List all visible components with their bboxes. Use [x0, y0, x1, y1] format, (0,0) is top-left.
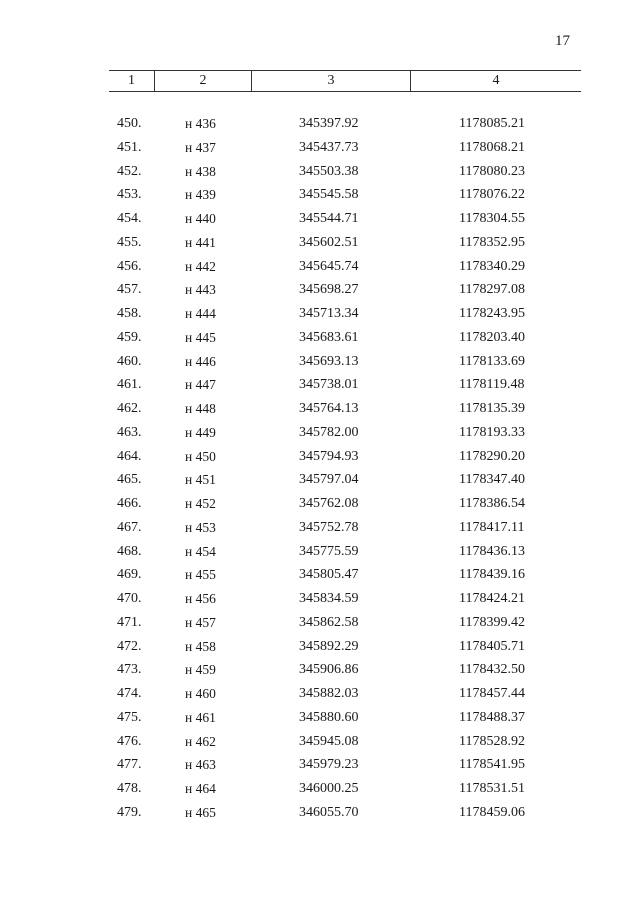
coordinate-y: 1178436.13 — [459, 543, 525, 559]
coordinate-y: 1178417.11 — [459, 519, 525, 535]
table-row — [0, 492, 639, 516]
coordinate-x: 345683.61 — [299, 329, 359, 345]
coordinate-x: 345503.38 — [299, 163, 359, 179]
coordinate-y: 1178531.51 — [459, 781, 525, 796]
coordinate-y: 1178432.50 — [459, 662, 525, 678]
column-header-2: 2 — [154, 71, 251, 91]
point-id: н 463 — [185, 757, 216, 773]
row-number: 457. — [117, 282, 142, 298]
row-number: 468. — [117, 543, 142, 559]
coordinate-y: 1178541.95 — [459, 757, 525, 773]
table-row — [0, 777, 639, 801]
table-row — [0, 706, 639, 730]
coordinate-y: 1178528.92 — [459, 733, 525, 749]
coordinate-y: 1178457.44 — [459, 686, 525, 701]
table-row — [0, 540, 639, 564]
table-row — [0, 468, 639, 492]
table-row — [0, 397, 639, 421]
point-id: н 446 — [185, 353, 216, 369]
coordinate-x: 345602.51 — [299, 234, 359, 250]
table-row — [0, 421, 639, 445]
coordinate-y: 1178203.40 — [459, 329, 525, 345]
row-number: 463. — [117, 424, 142, 440]
coordinate-x: 345544.71 — [299, 211, 359, 226]
coordinate-y: 1178080.23 — [459, 163, 525, 179]
row-number: 460. — [117, 353, 142, 369]
coordinate-y: 1178193.33 — [459, 424, 525, 440]
row-number: 472. — [117, 638, 142, 654]
table-row — [0, 278, 639, 302]
point-id: н 451 — [185, 472, 216, 488]
point-id: н 464 — [185, 781, 216, 796]
coordinate-y: 1178459.06 — [459, 804, 525, 820]
coordinate-x: 345752.78 — [299, 519, 359, 535]
point-id: н 462 — [185, 733, 216, 749]
row-number: 479. — [117, 804, 142, 820]
point-id: н 438 — [185, 163, 216, 179]
coordinate-x: 345775.59 — [299, 543, 359, 559]
table-row — [0, 302, 639, 326]
coordinate-x: 345693.13 — [299, 353, 359, 369]
row-number: 474. — [117, 686, 142, 701]
point-id: н 457 — [185, 614, 216, 630]
point-id: н 436 — [185, 116, 216, 131]
coordinate-x: 345397.92 — [299, 116, 359, 131]
row-number: 459. — [117, 329, 142, 345]
table-row — [0, 373, 639, 397]
point-id: н 443 — [185, 282, 216, 298]
row-number: 473. — [117, 662, 142, 678]
coordinate-x: 345764.13 — [299, 401, 359, 416]
coordinate-x: 345713.34 — [299, 306, 359, 321]
coordinate-y: 1178085.21 — [459, 116, 525, 131]
table-row — [0, 112, 639, 136]
point-id: н 454 — [185, 543, 216, 559]
table-row — [0, 563, 639, 587]
row-number: 466. — [117, 496, 142, 511]
row-number: 478. — [117, 781, 142, 796]
coordinate-y: 1178119.48 — [459, 377, 525, 393]
coordinate-x: 345979.23 — [299, 757, 359, 773]
coordinate-y: 1178290.20 — [459, 448, 525, 464]
coordinate-y: 1178068.21 — [459, 139, 525, 155]
coordinate-x: 345762.08 — [299, 496, 359, 511]
point-id: н 449 — [185, 424, 216, 440]
row-number: 462. — [117, 401, 142, 416]
coordinate-x: 345882.03 — [299, 686, 359, 701]
table-row — [0, 231, 639, 255]
row-number: 477. — [117, 757, 142, 773]
row-number: 451. — [117, 139, 142, 155]
coordinate-y: 1178135.39 — [459, 401, 525, 416]
point-id: н 448 — [185, 401, 216, 416]
point-id: н 440 — [185, 211, 216, 226]
table-row — [0, 730, 639, 754]
row-number: 454. — [117, 211, 142, 226]
table-row — [0, 682, 639, 706]
coordinate-x: 346055.70 — [299, 804, 359, 820]
point-id: н 450 — [185, 448, 216, 464]
point-id: н 465 — [185, 804, 216, 820]
point-id: н 447 — [185, 377, 216, 393]
point-id: н 442 — [185, 258, 216, 274]
coordinate-x: 345797.04 — [299, 472, 359, 488]
coordinate-x: 346000.25 — [299, 781, 359, 796]
coordinate-y: 1178297.08 — [459, 282, 525, 298]
coordinate-x: 345794.93 — [299, 448, 359, 464]
table-row — [0, 445, 639, 469]
table-row — [0, 516, 639, 540]
point-id: н 456 — [185, 591, 216, 606]
table-row — [0, 611, 639, 635]
table-header — [109, 70, 581, 92]
coordinate-y: 1178386.54 — [459, 496, 525, 511]
point-id: н 460 — [185, 686, 216, 701]
row-number: 452. — [117, 163, 142, 179]
row-number: 469. — [117, 567, 142, 583]
coordinate-y: 1178399.42 — [459, 614, 525, 630]
table-row — [0, 658, 639, 682]
table-row — [0, 350, 639, 374]
coordinate-y: 1178340.29 — [459, 258, 525, 274]
coordinate-y: 1178439.16 — [459, 567, 525, 583]
coordinate-x: 345645.74 — [299, 258, 359, 274]
row-number: 471. — [117, 614, 142, 630]
row-number: 476. — [117, 733, 142, 749]
coordinate-x: 345782.00 — [299, 424, 359, 440]
table-row — [0, 255, 639, 279]
row-number: 458. — [117, 306, 142, 321]
row-number: 465. — [117, 472, 142, 488]
coordinate-y: 1178304.55 — [459, 211, 525, 226]
table-row — [0, 587, 639, 611]
table-row — [0, 801, 639, 825]
coordinate-x: 345698.27 — [299, 282, 359, 298]
coordinate-y: 1178243.95 — [459, 306, 525, 321]
coordinate-x: 345880.60 — [299, 709, 359, 725]
coordinate-y: 1178424.21 — [459, 591, 525, 606]
point-id: н 452 — [185, 496, 216, 511]
column-header-3: 3 — [251, 71, 410, 91]
point-id: н 439 — [185, 187, 216, 203]
coordinate-y: 1178352.95 — [459, 234, 525, 250]
coordinate-x: 345906.86 — [299, 662, 359, 678]
row-number: 450. — [117, 116, 142, 131]
row-number: 455. — [117, 234, 142, 250]
coordinate-x: 345437.73 — [299, 139, 359, 155]
column-header-4: 4 — [410, 71, 581, 91]
page-number: 17 — [555, 33, 570, 49]
coordinate-y: 1178076.22 — [459, 187, 525, 203]
table-row — [0, 207, 639, 231]
coordinates-table-body — [0, 112, 639, 825]
coordinate-y: 1178347.40 — [459, 472, 525, 488]
row-number: 464. — [117, 448, 142, 464]
row-number: 470. — [117, 591, 142, 606]
point-id: н 455 — [185, 567, 216, 583]
point-id: н 445 — [185, 329, 216, 345]
coordinate-y: 1178133.69 — [459, 353, 525, 369]
table-row — [0, 635, 639, 659]
row-number: 475. — [117, 709, 142, 725]
coordinate-y: 1178405.71 — [459, 638, 525, 654]
row-number: 467. — [117, 519, 142, 535]
coordinate-x: 345945.08 — [299, 733, 359, 749]
row-number: 461. — [117, 377, 142, 393]
point-id: н 437 — [185, 139, 216, 155]
coordinate-x: 345834.59 — [299, 591, 359, 606]
point-id: н 461 — [185, 709, 216, 725]
table-row — [0, 136, 639, 160]
coordinate-x: 345892.29 — [299, 638, 359, 654]
table-row — [0, 160, 639, 184]
point-id: н 441 — [185, 234, 216, 250]
column-header-1: 1 — [128, 73, 135, 88]
table-row — [0, 183, 639, 207]
coordinate-x: 345545.58 — [299, 187, 359, 203]
coordinate-x: 345738.01 — [299, 377, 359, 393]
row-number: 456. — [117, 258, 142, 274]
point-id: н 444 — [185, 306, 216, 321]
table-row — [0, 753, 639, 777]
point-id: н 458 — [185, 638, 216, 654]
table-row — [0, 326, 639, 350]
point-id: н 453 — [185, 519, 216, 535]
coordinate-x: 345862.58 — [299, 614, 359, 630]
coordinate-x: 345805.47 — [299, 567, 359, 583]
point-id: н 459 — [185, 662, 216, 678]
row-number: 453. — [117, 187, 142, 203]
coordinate-y: 1178488.37 — [459, 709, 525, 725]
